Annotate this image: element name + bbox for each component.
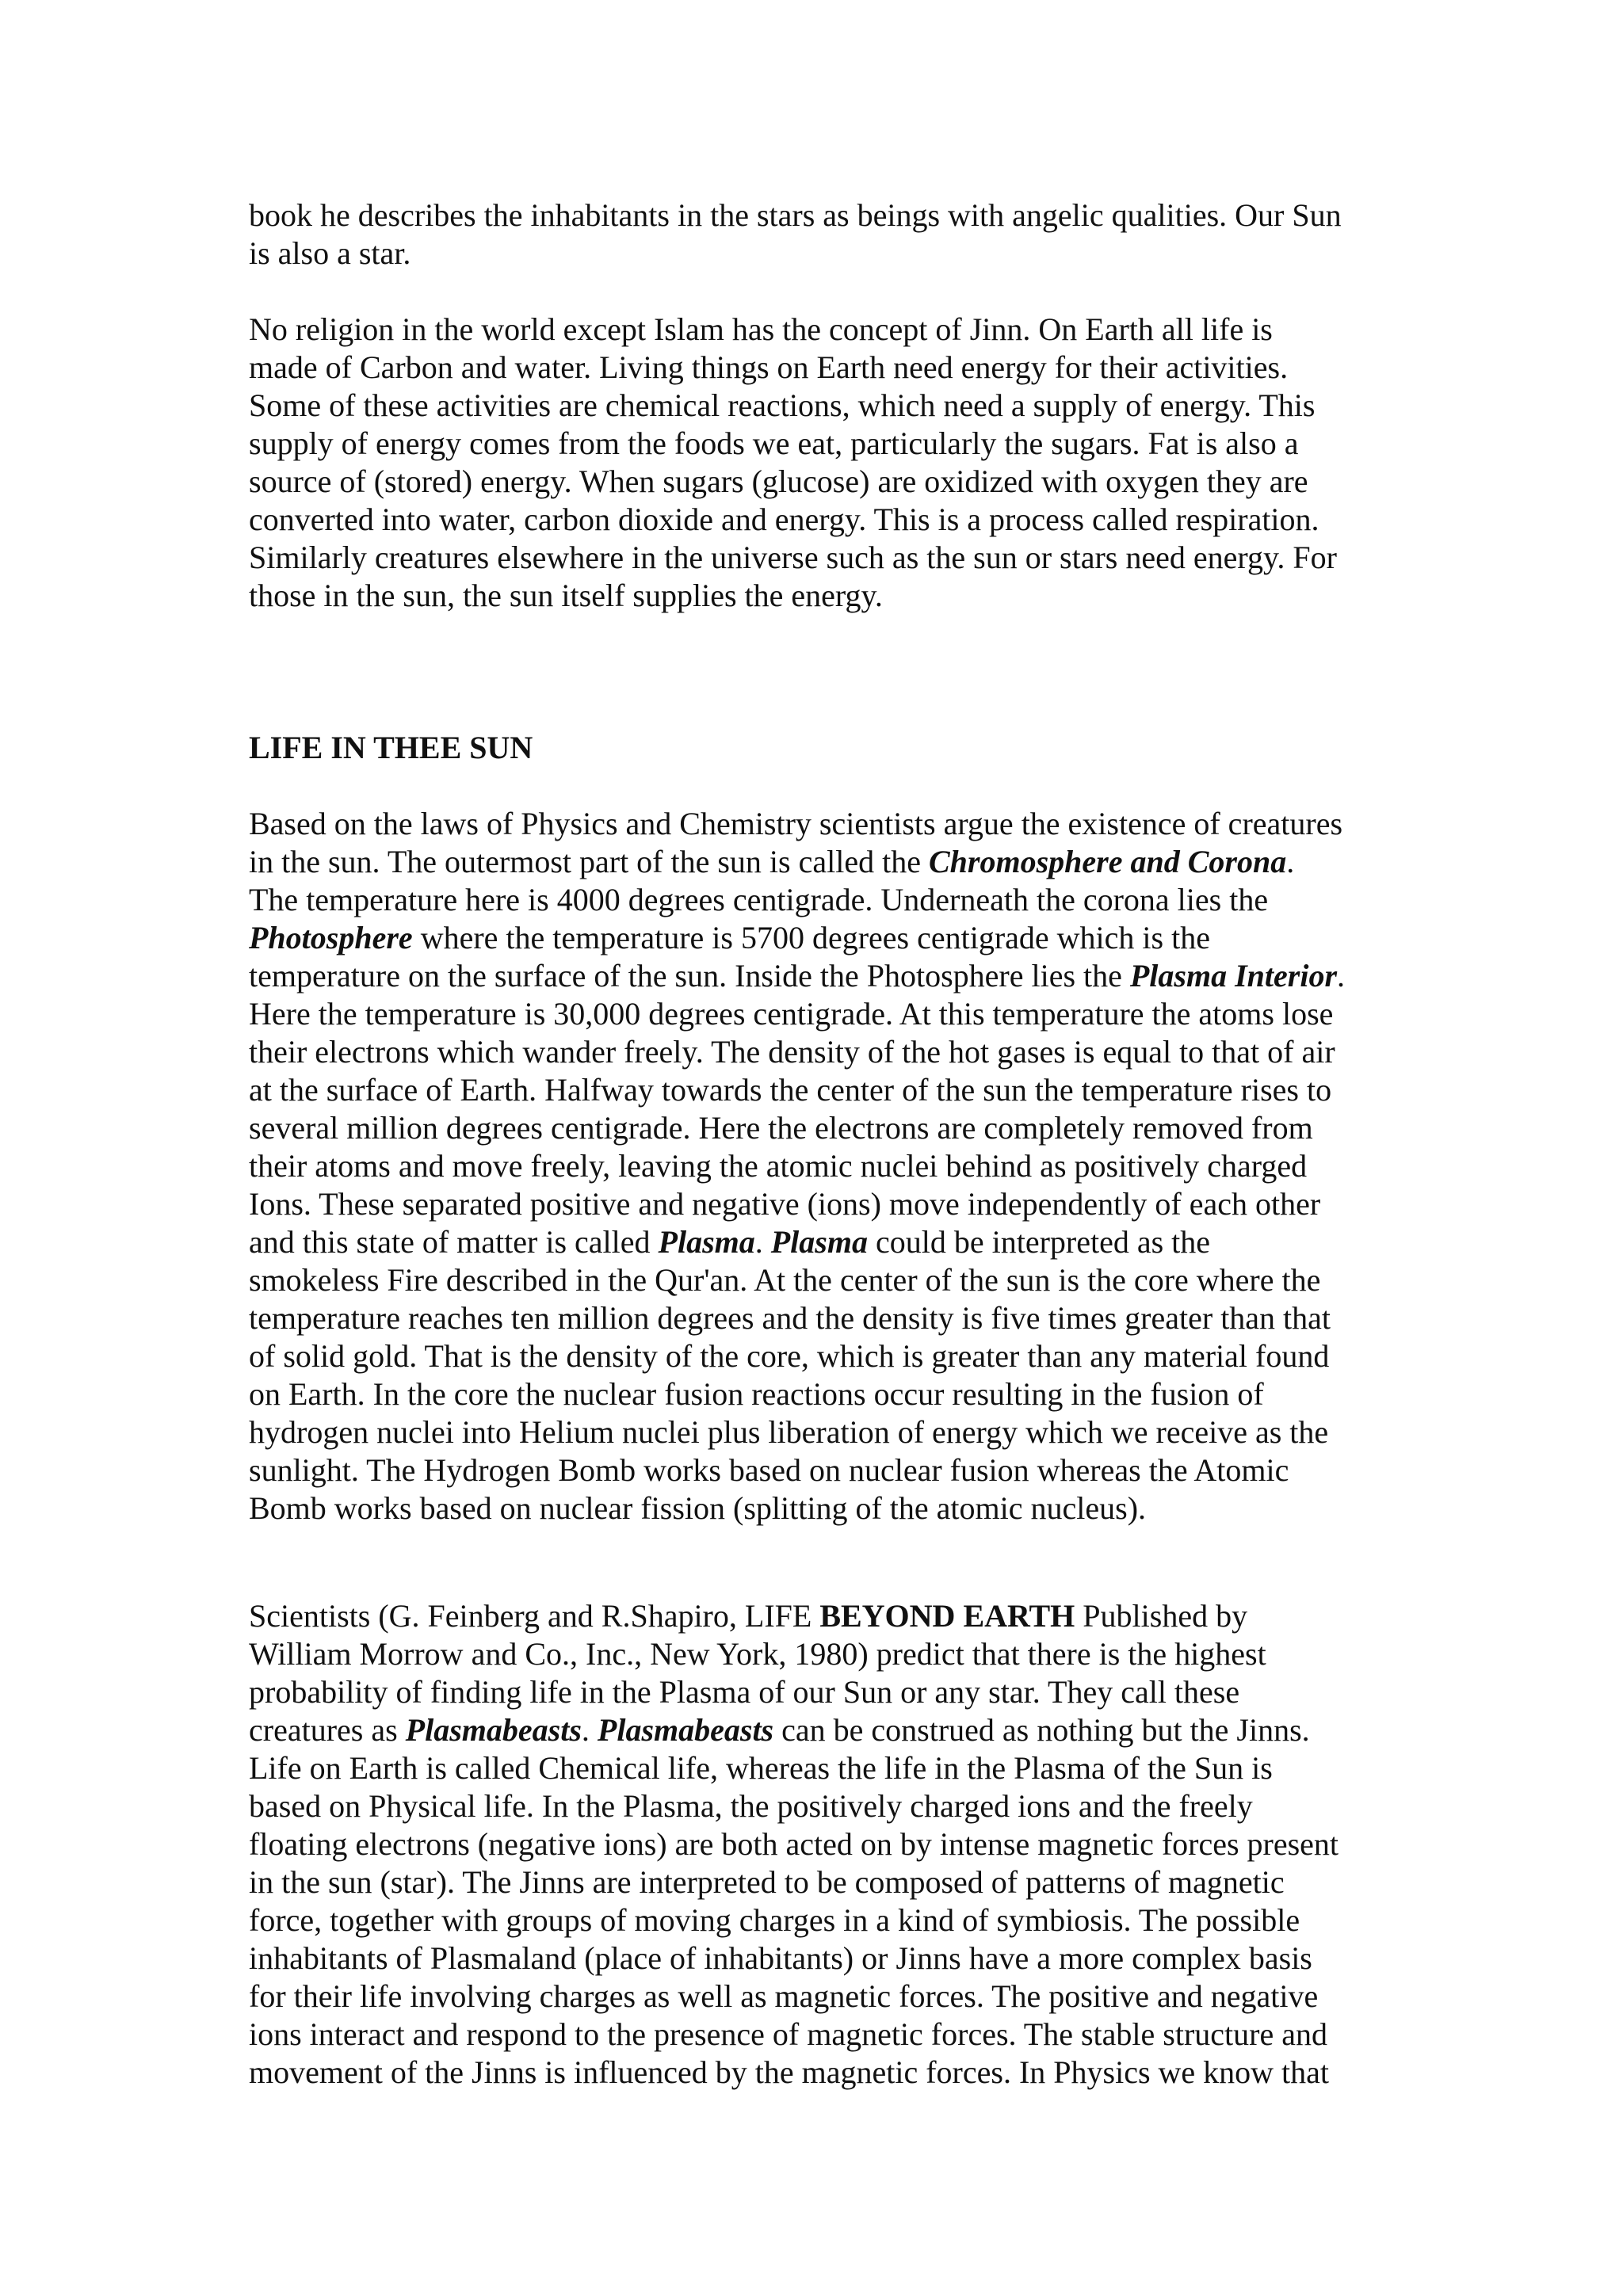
text-line — [249, 1597, 1390, 1635]
text-run: and this state of matter is called — [249, 1224, 659, 1260]
text-run: temperature on the surface of the sun. Inside the Photosphere lies the — [249, 958, 1130, 994]
paragraph-3 — [249, 805, 1390, 1527]
text-run: in the sun. The outermost part of the sun is called the — [249, 844, 929, 879]
text-line: sunlight. The Hydrogen Bomb works based on nuclear fusion whereas the Atomic — [249, 1452, 1289, 1488]
text-run: Published by — [1075, 1598, 1248, 1634]
text-line: of solid gold. That is the density of the core, which is greater than any material found — [249, 1338, 1330, 1374]
text-line: supply of energy comes from the foods we eat, particularly the sugars. Fat is also a — [249, 425, 1299, 461]
text-run: Scientists (G. Feinberg and R.Shapiro, LIFE — [249, 1598, 820, 1634]
text-line: movement of the Jinns is influenced by the magnetic forces. In Physics we know that — [249, 2054, 1330, 2090]
text-line: Based on the laws of Physics and Chemistry scientists argue the existence of creatures — [249, 806, 1343, 841]
emphasis-term: Plasma Interior — [1129, 958, 1338, 994]
text-line: is also a star. — [249, 235, 411, 271]
text-line: probability of finding life in the Plasma of our Sun or any star. They call these — [249, 1674, 1240, 1710]
text-line: converted into water, carbon dioxide and energy. This is a process called respiration. — [249, 502, 1319, 537]
text-line: at the surface of Earth. Halfway towards the center of the sun the temperature rises to — [249, 1072, 1332, 1108]
text-line: in the sun (star). The Jinns are interpreted to be composed of patterns of magnetic — [249, 1864, 1285, 1900]
paragraph-1 — [249, 196, 1390, 273]
paragraph-2 — [249, 311, 1390, 615]
text-line: book he describes the inhabitants in the stars as beings with angelic qualities. Our Sun — [249, 197, 1342, 233]
text-line: Life on Earth is called Chemical life, whereas the life in the Plasma of the Sun is — [249, 1750, 1273, 1786]
emphasis-term: Plasmabeasts — [405, 1712, 582, 1748]
section-heading: LIFE IN THEE SUN — [249, 730, 533, 765]
text-line: on Earth. In the core the nuclear fusion reactions occur resulting in the fusion of — [249, 1376, 1264, 1412]
text-line: No religion in the world except Islam has the concept of Jinn. On Earth all life is — [249, 311, 1273, 347]
text-line: their electrons which wander freely. The density of the hot gases is equal to that of air — [249, 1034, 1335, 1070]
emphasis-term: Chromosphere and Corona — [928, 844, 1287, 879]
text-line: William Morrow and Co., Inc., New York, 1980) predict that there is the highest — [249, 1636, 1266, 1672]
text-run: could be interpreted as the — [867, 1224, 1211, 1260]
text-run: . — [1286, 844, 1295, 879]
text-line: several million degrees centigrade. Here the electrons are completely removed from — [249, 1110, 1313, 1146]
text-line: for their life involving charges as well as magnetic forces. The positive and negative — [249, 1978, 1319, 2014]
text-line: made of Carbon and water. Living things on Earth need energy for their activities. — [249, 349, 1289, 385]
text-line: Some of these activities are chemical reactions, which need a supply of energy. This — [249, 387, 1316, 423]
emphasis-term: Plasma — [658, 1224, 755, 1260]
text-line: ions interact and respond to the presence of magnetic forces. The stable structure and — [249, 2016, 1327, 2052]
text-line: hydrogen nuclei into Helium nuclei plus liberation of energy which we receive as the — [249, 1414, 1329, 1450]
text-line: Similarly creatures elsewhere in the universe such as the sun or stars need energy. For — [249, 540, 1337, 575]
text-line — [249, 957, 1390, 995]
text-line — [249, 1223, 1390, 1261]
paragraph-4 — [249, 1597, 1390, 2092]
text-line: based on Physical life. In the Plasma, the positively charged ions and the freely — [249, 1788, 1253, 1824]
text-line — [249, 919, 1390, 957]
text-line: Here the temperature is 30,000 degrees centigrade. At this temperature the atoms lose — [249, 996, 1334, 1032]
text-run: . — [754, 1224, 771, 1260]
text-line: their atoms and move freely, leaving the atomic nuclei behind as positively charged — [249, 1148, 1308, 1184]
text-line: smokeless Fire described in the Qur'an. At the center of the sun is the core where the — [249, 1262, 1321, 1298]
text-line: Ions. These separated positive and negative (ions) move independently of each other — [249, 1186, 1321, 1222]
text-run: . — [1337, 958, 1346, 994]
text-line: floating electrons (negative ions) are both acted on by intense magnetic forces present — [249, 1826, 1339, 1862]
text-run: . — [581, 1712, 598, 1748]
text-line: temperature reaches ten million degrees and the density is five times greater than that — [249, 1300, 1331, 1336]
text-line: inhabitants of Plasmaland (place of inhabitants) or Jinns have a more complex basis — [249, 1940, 1312, 1976]
text-run: where the temperature is 5700 degrees centigrade which is the — [412, 920, 1210, 955]
emphasis-term: Plasma — [770, 1224, 868, 1260]
text-line: Bomb works based on nuclear fission (splitting of the atomic nucleus). — [249, 1490, 1147, 1526]
text-run: creatures as — [249, 1712, 406, 1748]
text-line: The temperature here is 4000 degrees centigrade. Underneath the corona lies the — [249, 882, 1269, 917]
emphasis-term: Plasmabeasts — [597, 1712, 774, 1748]
text-line: source of (stored) energy. When sugars (glucose) are oxidized with oxygen they are — [249, 463, 1308, 499]
book-title-bold: BEYOND EARTH — [819, 1598, 1075, 1634]
text-line: those in the sun, the sun itself supplies the energy. — [249, 578, 883, 613]
text-line — [249, 1711, 1390, 1749]
emphasis-term: Photosphere — [249, 920, 413, 955]
text-run: can be construed as nothing but the Jinns. — [773, 1712, 1310, 1748]
text-line — [249, 843, 1390, 881]
text-line: force, together with groups of moving charges in a kind of symbiosis. The possible — [249, 1902, 1300, 1938]
